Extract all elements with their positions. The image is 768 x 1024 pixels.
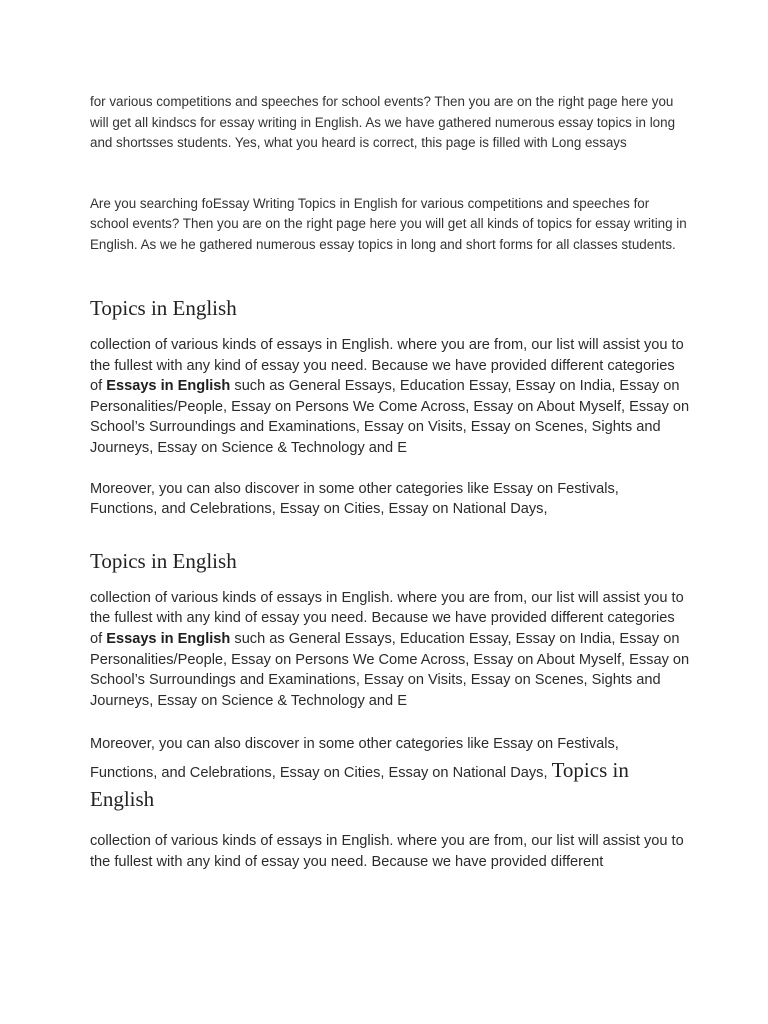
collection-bold-text: Essays in English: [106, 378, 231, 395]
intro-paragraph-1: for various competitions and speeches for school events? Then you are on the right page here you will get all kindscs for essay writing in English. As we have gathered numerous essay topics in long and shortsses students. Yes, what you heard is correct, this page is filled with Long essays: [90, 94, 676, 150]
moreover-text: Moreover, you can also discover in some other categories like Essay on Festivals, Functions, and Celebrations, Essay on Cities, Essay on National Days,: [90, 736, 619, 782]
intro-paragraph-2: Are you searching foEssay Writing Topics in English for various competitions and speeches for school events? Then you are on the right page here you will get all kinds of topics for essay writing in English. As we he gathered numerous essay topics in long and short forms for all classes students.: [90, 195, 687, 252]
section-heading-2: Topics in English: [90, 548, 237, 573]
document-content: [90, 92, 690, 873]
collection-text-after: such as General Essays, Education Essay, Essay on India, Essay on Personalities/People, Essay on Persons We Come Across, Essay on About Myself, Essay on School’s Surroundings and Examinations, Essay on Visits, Essay on Scenes, Sights and Journeys, Essay on Science & Technology and E: [90, 630, 690, 709]
section-heading-1: Topics in English: [90, 296, 237, 320]
collection-paragraph-1: [90, 335, 690, 459]
collection-bold-text: Essays in English: [106, 630, 231, 647]
moreover-paragraph-2: [90, 731, 690, 815]
inline-section-heading-3: Topics in English: [90, 758, 629, 812]
collection-paragraph-2: [90, 588, 690, 712]
collection-text-after: such as General Essays, Education Essay, Essay on India, Essay on Personalities/People, Essay on Persons We Come Across, Essay on About Myself, Essay on School’s Surroundings and Examinations, Essay on Visits, Essay on Scenes, Sights and Journeys, Essay on Science & Technology and E: [90, 378, 690, 456]
collection-paragraph-3: collection of various kinds of essays in English. where you are from, our list will assist you to the fullest with any kind of essay you need. Because we have provided different: [90, 833, 684, 870]
collection-text-before: collection of various kinds of essays in English. where you are from, our list will assist you to the fullest with any kind of essay you need. Because we have provided different categories of: [90, 589, 684, 647]
moreover-paragraph-1: Moreover, you can also discover in some other categories like Essay on Festivals, Functions, and Celebrations, Essay on Cities, Essay on National Days,: [90, 480, 619, 518]
collection-text-before: collection of various kinds of essays in English. where you are from, our list will assist you to the fullest with any kind of essay you need. Because we have provided different categories of: [90, 337, 684, 395]
